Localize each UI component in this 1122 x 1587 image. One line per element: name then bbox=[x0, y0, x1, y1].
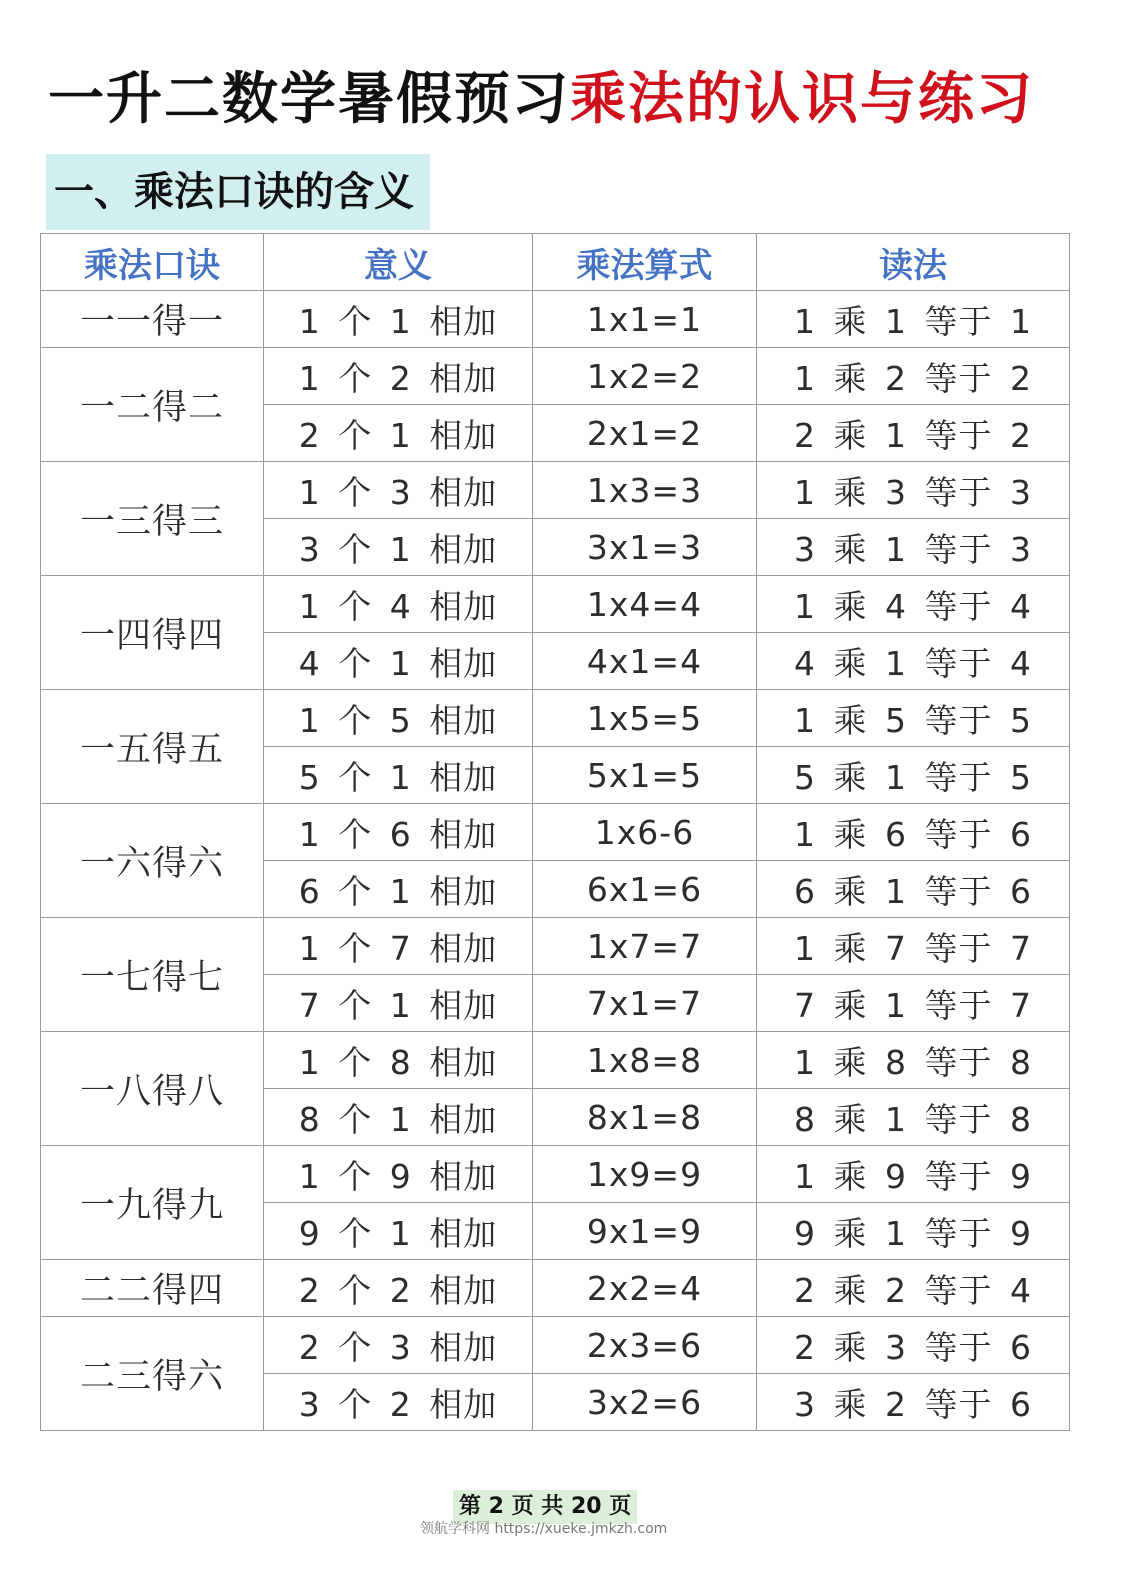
koujue-cell: 一五得五 bbox=[41, 690, 264, 804]
expression-cell: 1x8=8 bbox=[533, 1032, 757, 1089]
expression-cell: 1x5=5 bbox=[533, 690, 757, 747]
expression-cell: 7x1=7 bbox=[533, 975, 757, 1032]
koujue-cell: 一七得七 bbox=[41, 918, 264, 1032]
expression-cell: 2x3=6 bbox=[533, 1317, 757, 1374]
table-row bbox=[41, 291, 1070, 348]
meaning-cell: 3 个 2 相加 bbox=[264, 1374, 533, 1431]
meaning-cell: 1 个 6 相加 bbox=[264, 804, 533, 861]
meaning-cell: 1 个 1 相加 bbox=[264, 291, 533, 348]
table-row bbox=[41, 804, 1070, 861]
header-expression: 乘法算式 bbox=[533, 234, 757, 291]
meaning-cell: 2 个 3 相加 bbox=[264, 1317, 533, 1374]
table-row bbox=[41, 918, 1070, 975]
expression-cell: 8x1=8 bbox=[533, 1089, 757, 1146]
meaning-cell: 7 个 1 相加 bbox=[264, 975, 533, 1032]
reading-cell: 2 乘 3 等于 6 bbox=[757, 1317, 1070, 1374]
reading-cell: 8 乘 1 等于 8 bbox=[757, 1089, 1070, 1146]
table-row bbox=[41, 462, 1070, 519]
reading-cell: 3 乘 1 等于 3 bbox=[757, 519, 1070, 576]
reading-cell: 1 乘 9 等于 9 bbox=[757, 1146, 1070, 1203]
meaning-cell: 9 个 1 相加 bbox=[264, 1203, 533, 1260]
expression-cell: 9x1=9 bbox=[533, 1203, 757, 1260]
reading-cell: 3 乘 2 等于 6 bbox=[757, 1374, 1070, 1431]
koujue-cell: 一三得三 bbox=[41, 462, 264, 576]
title-part-2: 乘法的认识与练习 bbox=[570, 67, 1034, 132]
koujue-cell: 一九得九 bbox=[41, 1146, 264, 1260]
expression-cell: 6x1=6 bbox=[533, 861, 757, 918]
reading-cell: 7 乘 1 等于 7 bbox=[757, 975, 1070, 1032]
reading-cell: 2 乘 2 等于 4 bbox=[757, 1260, 1070, 1317]
meaning-cell: 1 个 4 相加 bbox=[264, 576, 533, 633]
page-number: 第 2 页 共 20 页 bbox=[453, 1490, 637, 1524]
reading-cell: 1 乘 4 等于 4 bbox=[757, 576, 1070, 633]
page-title bbox=[48, 62, 1034, 138]
koujue-cell: 一八得八 bbox=[41, 1032, 264, 1146]
meaning-cell: 1 个 9 相加 bbox=[264, 1146, 533, 1203]
koujue-cell: 二二得四 bbox=[41, 1260, 264, 1317]
meaning-cell: 1 个 2 相加 bbox=[264, 348, 533, 405]
header-reading: 读法 bbox=[757, 234, 1070, 291]
reading-cell: 4 乘 1 等于 4 bbox=[757, 633, 1070, 690]
section-heading: 一、乘法口诀的含义 bbox=[46, 154, 430, 230]
meaning-cell: 1 个 7 相加 bbox=[264, 918, 533, 975]
expression-cell: 1x7=7 bbox=[533, 918, 757, 975]
reading-cell: 1 乘 1 等于 1 bbox=[757, 291, 1070, 348]
expression-cell: 3x1=3 bbox=[533, 519, 757, 576]
meaning-cell: 2 个 2 相加 bbox=[264, 1260, 533, 1317]
table-row bbox=[41, 1032, 1070, 1089]
table-row bbox=[41, 348, 1070, 405]
table-row bbox=[41, 1146, 1070, 1203]
meaning-cell: 1 个 5 相加 bbox=[264, 690, 533, 747]
reading-cell: 1 乘 5 等于 5 bbox=[757, 690, 1070, 747]
reading-cell: 6 乘 1 等于 6 bbox=[757, 861, 1070, 918]
reading-cell: 1 乘 8 等于 8 bbox=[757, 1032, 1070, 1089]
expression-cell: 1x1=1 bbox=[533, 291, 757, 348]
table-header-row bbox=[41, 234, 1070, 291]
meaning-cell: 5 个 1 相加 bbox=[264, 747, 533, 804]
reading-cell: 1 乘 7 等于 7 bbox=[757, 918, 1070, 975]
reading-cell: 1 乘 6 等于 6 bbox=[757, 804, 1070, 861]
reading-cell: 1 乘 2 等于 2 bbox=[757, 348, 1070, 405]
table-row bbox=[41, 1317, 1070, 1374]
expression-cell: 2x2=4 bbox=[533, 1260, 757, 1317]
reading-cell: 1 乘 3 等于 3 bbox=[757, 462, 1070, 519]
meaning-cell: 8 个 1 相加 bbox=[264, 1089, 533, 1146]
meaning-cell: 2 个 1 相加 bbox=[264, 405, 533, 462]
meaning-cell: 4 个 1 相加 bbox=[264, 633, 533, 690]
expression-cell: 4x1=4 bbox=[533, 633, 757, 690]
table-row bbox=[41, 1260, 1070, 1317]
meaning-cell: 1 个 8 相加 bbox=[264, 1032, 533, 1089]
header-koujue: 乘法口诀 bbox=[41, 234, 264, 291]
reading-cell: 2 乘 1 等于 2 bbox=[757, 405, 1070, 462]
header-meaning: 意义 bbox=[264, 234, 533, 291]
table-row bbox=[41, 576, 1070, 633]
expression-cell: 2x1=2 bbox=[533, 405, 757, 462]
expression-cell: 1x6-6 bbox=[533, 804, 757, 861]
reading-cell: 9 乘 1 等于 9 bbox=[757, 1203, 1070, 1260]
koujue-cell: 一六得六 bbox=[41, 804, 264, 918]
expression-cell: 1x3=3 bbox=[533, 462, 757, 519]
koujue-cell: 二三得六 bbox=[41, 1317, 264, 1431]
table-row bbox=[41, 690, 1070, 747]
expression-cell: 5x1=5 bbox=[533, 747, 757, 804]
expression-cell: 1x2=2 bbox=[533, 348, 757, 405]
watermark: 领航学科网 https://xueke.jmkzh.com bbox=[420, 1521, 668, 1537]
table-body bbox=[41, 291, 1070, 1431]
meaning-cell: 3 个 1 相加 bbox=[264, 519, 533, 576]
koujue-cell: 一一得一 bbox=[41, 291, 264, 348]
reading-cell: 5 乘 1 等于 5 bbox=[757, 747, 1070, 804]
koujue-cell: 一四得四 bbox=[41, 576, 264, 690]
expression-cell: 1x4=4 bbox=[533, 576, 757, 633]
expression-cell: 3x2=6 bbox=[533, 1374, 757, 1431]
meaning-cell: 6 个 1 相加 bbox=[264, 861, 533, 918]
expression-cell: 1x9=9 bbox=[533, 1146, 757, 1203]
multiplication-table bbox=[40, 233, 1070, 1431]
meaning-cell: 1 个 3 相加 bbox=[264, 462, 533, 519]
koujue-cell: 一二得二 bbox=[41, 348, 264, 462]
title-part-1: 一升二数学暑假预习 bbox=[48, 67, 570, 132]
